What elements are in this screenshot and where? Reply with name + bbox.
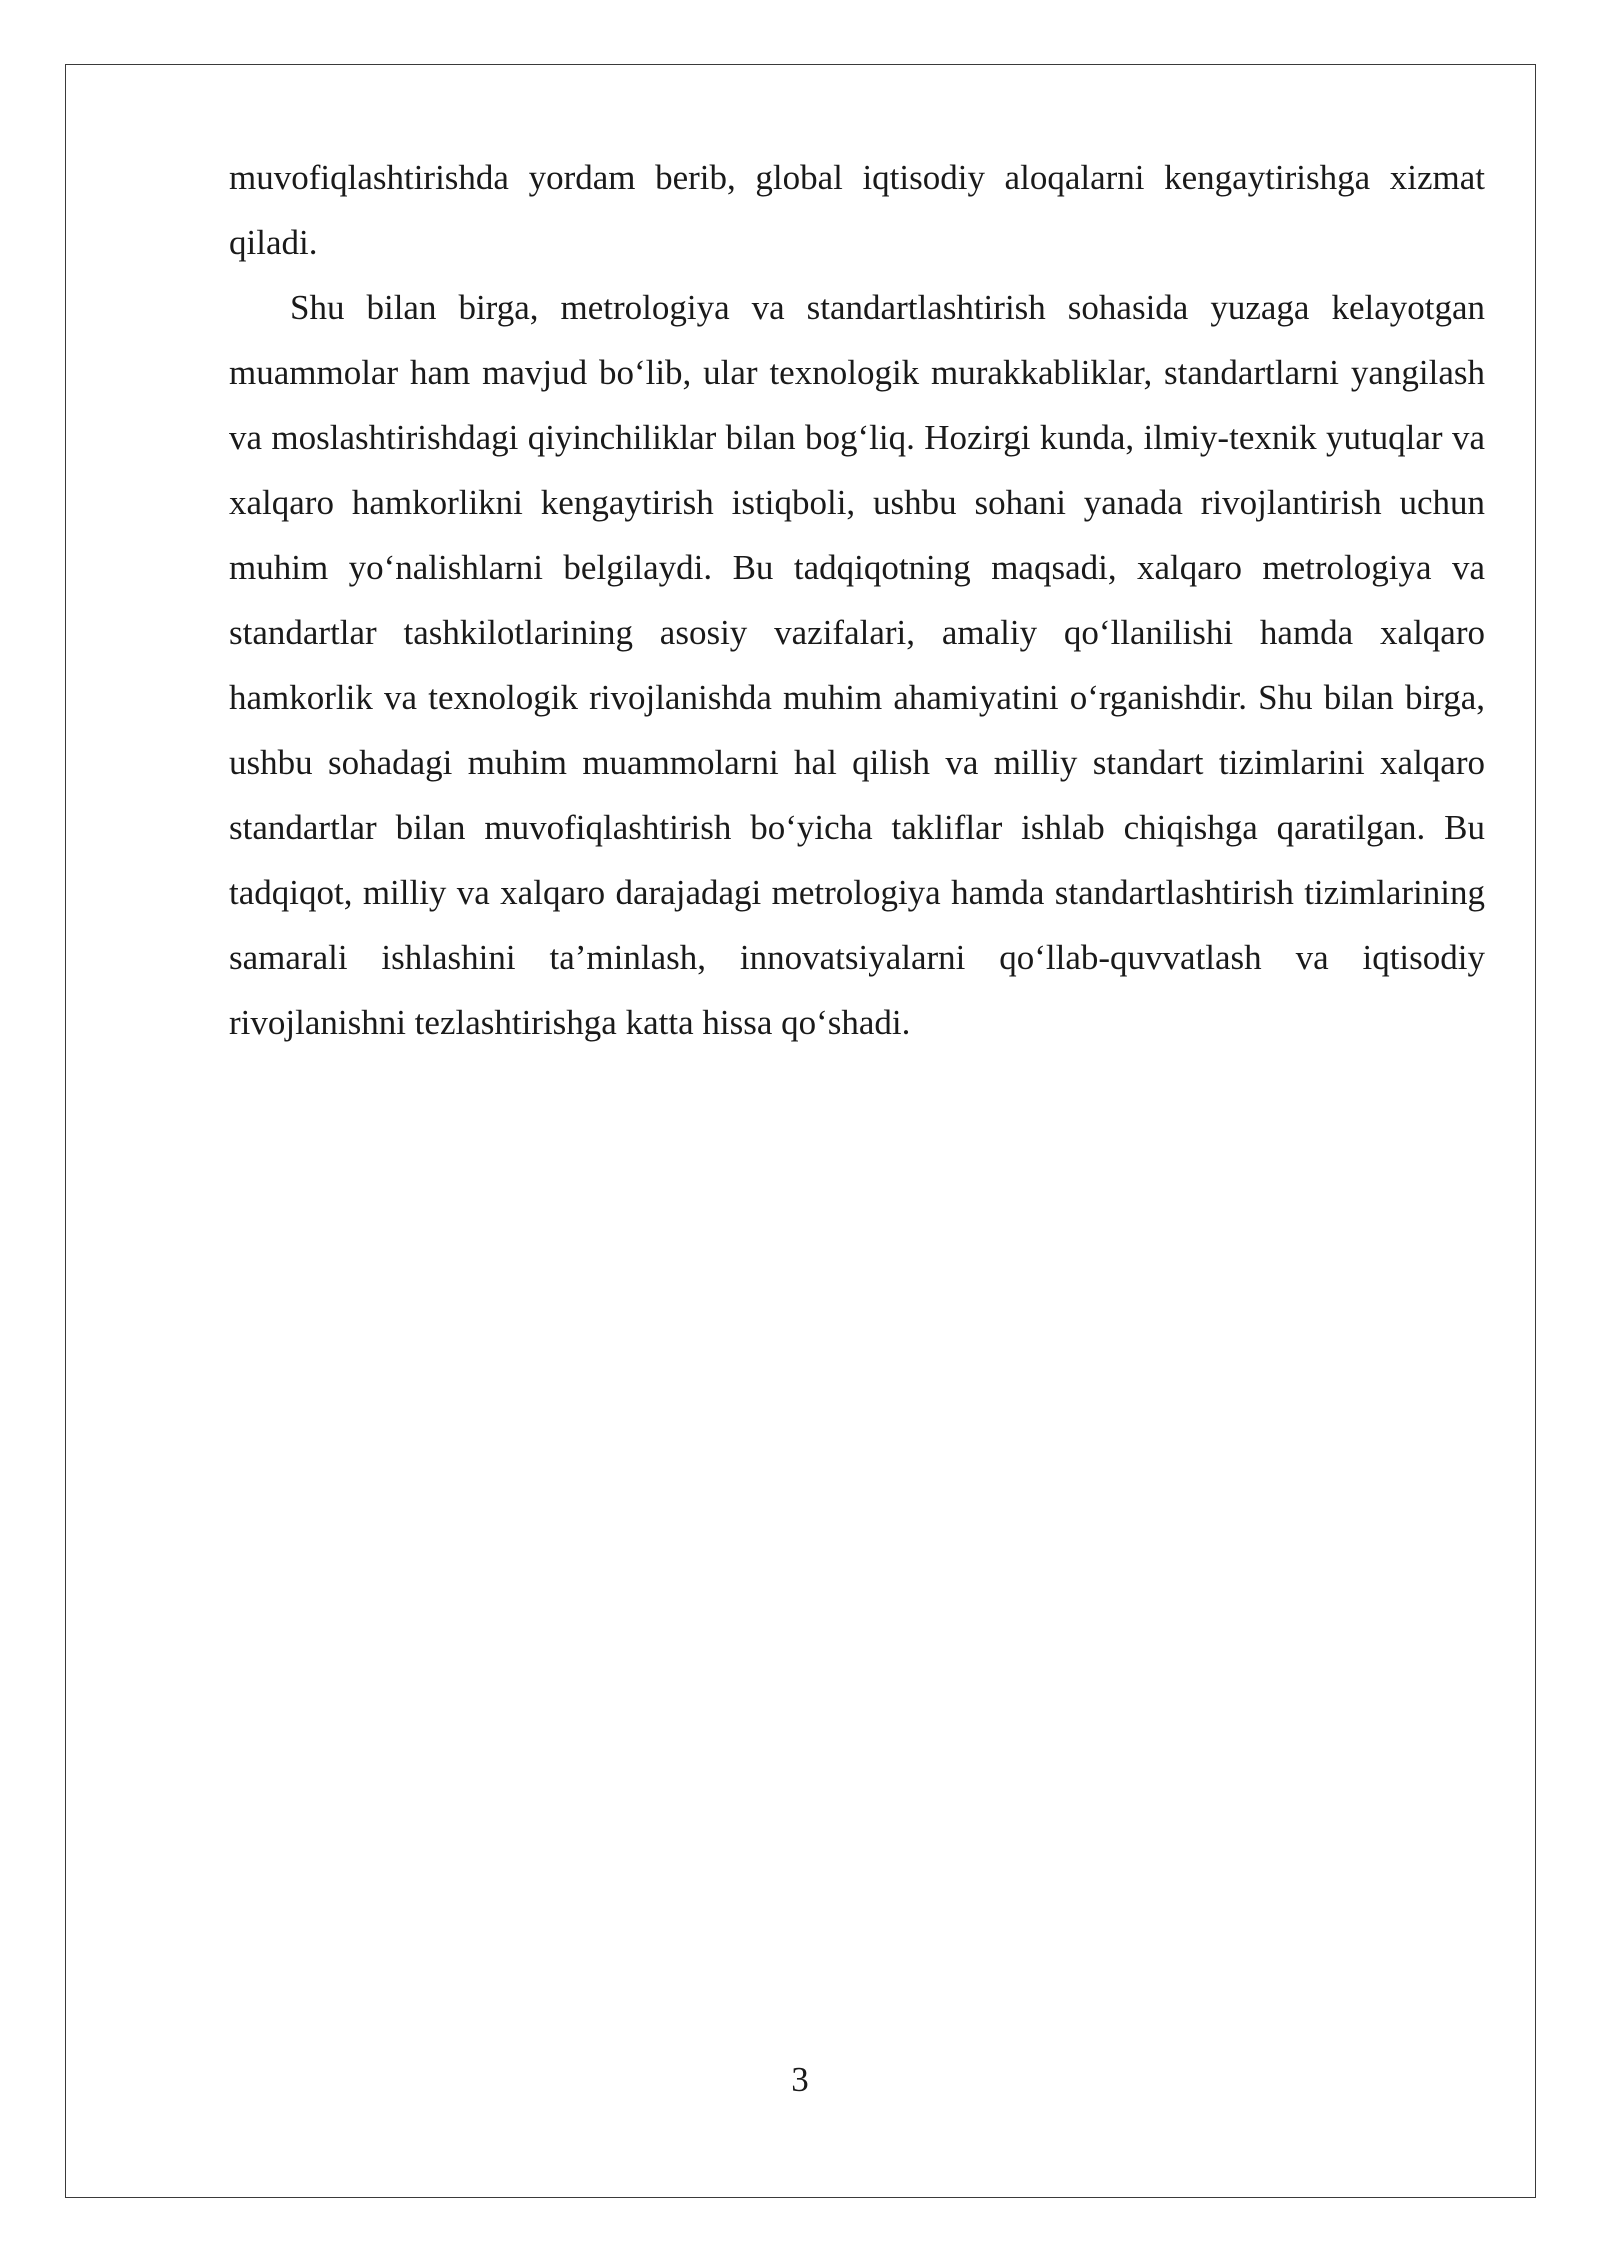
paragraph-continuation: muvofiqlashtirishda yordam berib, global iqtisodiy aloqalarni kengaytirishga xizmat qiladi.: [229, 158, 1485, 262]
page-number: 3: [791, 2060, 809, 2099]
body-text: [229, 145, 1485, 1055]
paragraph-main: Shu bilan birga, metrologiya va standartlashtirish sohasida yuzaga kelayotgan muammolar ham mavjud bo‘lib, ular texnologik murakkabliklar, standartlarni yangilash va moslashtirishdagi qiyinchiliklar bilan bog‘liq. Hozirgi kunda, ilmiy-texnik yutuqlar va xalqaro hamkorlikni kengaytirish istiqboli, ushbu sohani yanada rivojlantirish uchun muhim yo‘nalishlarni belgilaydi. Bu tadqiqotning maqsadi, xalqaro metrologiya va standartlar tashkilotlarining asosiy vazifalari, amaliy qo‘llanilishi hamda xalqaro hamkorlik va texnologik rivojlanishda muhim ahamiyatini o‘rganishdir. Shu bilan birga, ushbu sohadagi muhim muammolarni hal qilish va milliy standart tizimlarini xalqaro standartlar bilan muvofiqlashtirish bo‘yicha takliflar ishlab chiqishga qaratilgan. Bu tadqiqot, milliy va xalqaro darajadagi metrologiya hamda standartlashtirish tizimlarining samarali ishlashini ta’minlash, innovatsiyalarni qo‘llab-quvvatlash va iqtisodiy rivojlanishni tezlashtirishga katta hissa qo‘shadi.: [229, 288, 1485, 1042]
